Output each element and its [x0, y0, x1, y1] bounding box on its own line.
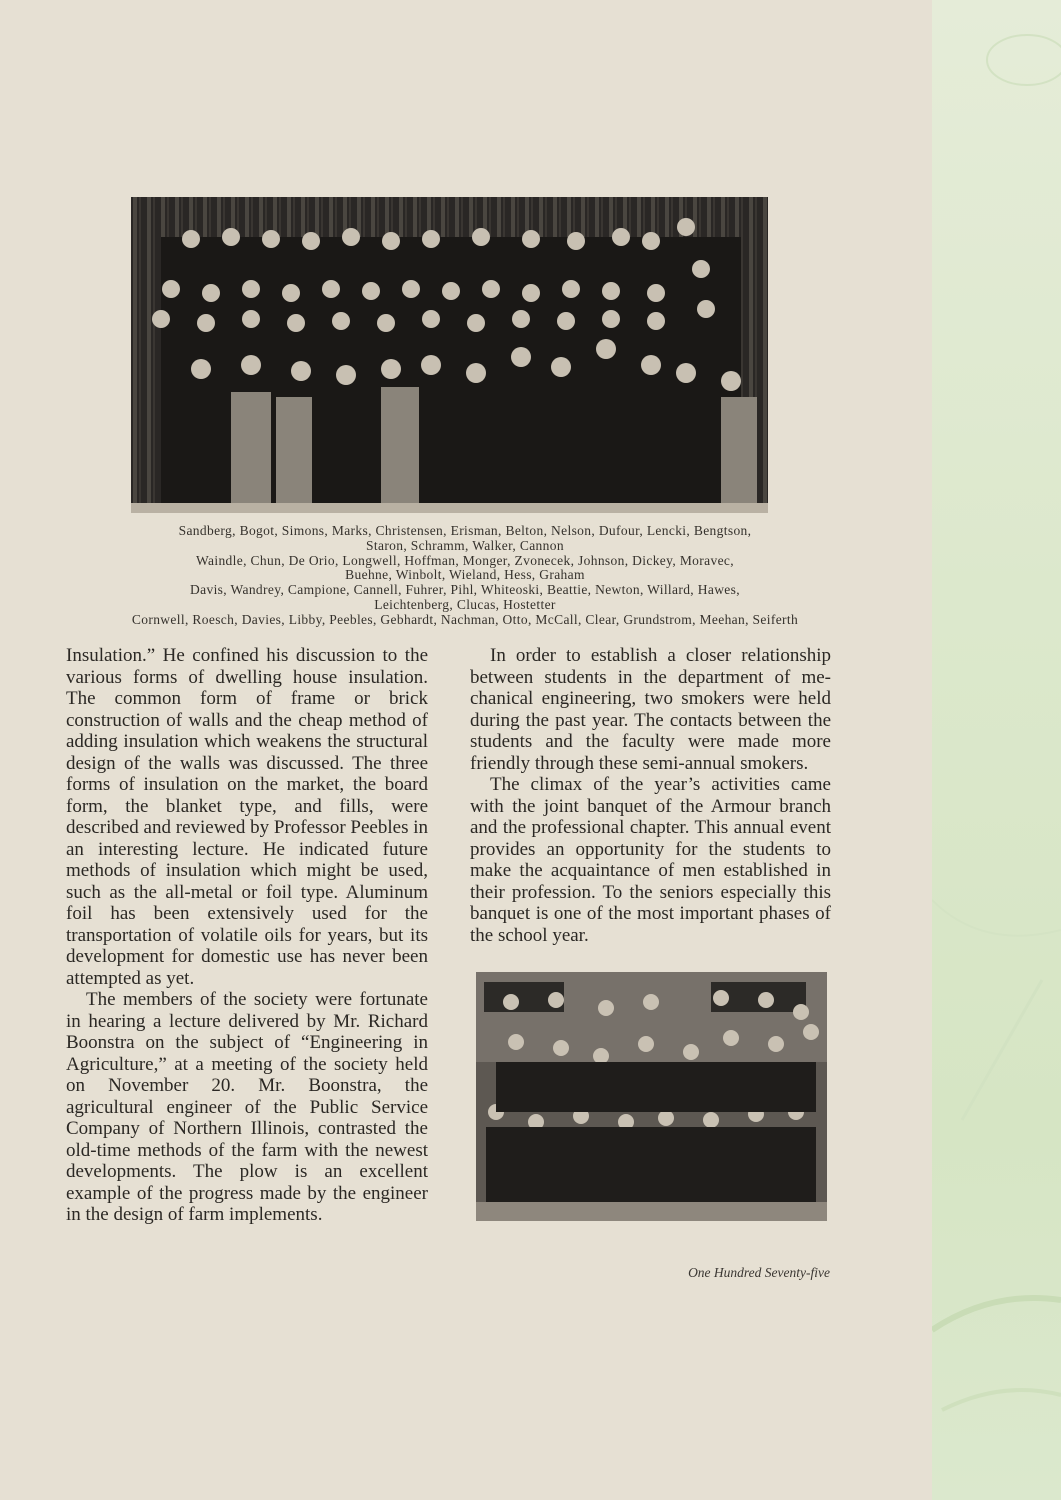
caption-line: Waindle, Chun, De Orio, Longwell, Hoffman, Monger, Zvonecek, Johnson, Dickey, Moravec, [196, 552, 734, 568]
caption-line: Staron, Schramm, Walker, Cannon [366, 537, 564, 553]
caption-line: Cornwell, Roesch, Davies, Libby, Peebles, Gebhardt, Nachman, Otto, McCall, Clear, Grundstrom, Meehan, Seiferth [131, 611, 799, 627]
caption-line: Sandberg, Bogot, Simons, Marks, Christensen, Erisman, Belton, Nelson, Dufour, Lencki, Bengtson, [178, 523, 752, 538]
caption-line: Leichtenberg, Clucas, Hostetter [374, 596, 556, 612]
photo-caption [70, 524, 860, 628]
decorative-side-strip [932, 0, 1061, 1500]
body-paragraph: In order to establish a closer relationship between students in the department of mechanical engineering, two smokers were held during the past year. The contacts between the students and the faculty were made more friendly through these semi-annual smokers. [470, 645, 831, 774]
page-number: One Hundred Seventy-five [688, 1265, 830, 1280]
body-paragraph: The climax of the year’s activities came with the joint banquet of the Armour branch and the professional chapter. This annual event provides an opportunity for the students to make the acquaintance of men established in their profession. To the seniors especially this banquet is one of the most important phases of the school year. [470, 774, 831, 946]
group-photo-large [131, 197, 768, 513]
body-paragraph: Insulation.” He confined his discussion to the various forms of dwelling house insulation. The common form of frame or brick construction of walls and the cheap method of adding insulation which weakens the structural design of the walls was discussed. The three forms of insulation on the market, the board form, the blanket type, and fills, were described and reviewed by Professor Peebles in an interesting lecture. He indicated future methods of insulation which might be used, such as the all-metal or foil type. Aluminum foil has been extensively used for the transportation of volatile oils for years, but its development for domestic use has never been attempted as yet. [66, 645, 428, 989]
body-paragraph: The members of the society were fortunate in hearing a lecture delivered by Mr. Richard Boonstra on the subject of “Engineering in Agriculture,” at a meeting of the society held on November 20. Mr. Boonstra, the agricultural engineer of the Public Service Company of Northern Illinois, contrasted the old-time methods of the farm with the newest developments. The plow is an excellent example of the progress made by the engineer in the design of farm implements. [66, 989, 428, 1225]
caption-line: Davis, Wandrey, Campione, Cannell, Fuhrer, Pihl, Whiteoski, Beattie, Newton, Willard, Hawes, [190, 582, 740, 598]
right-column [470, 645, 831, 946]
left-column [66, 645, 428, 1226]
group-photo-small [476, 972, 827, 1221]
caption-line: Buehne, Winbolt, Wieland, Hess, Graham [345, 567, 585, 583]
